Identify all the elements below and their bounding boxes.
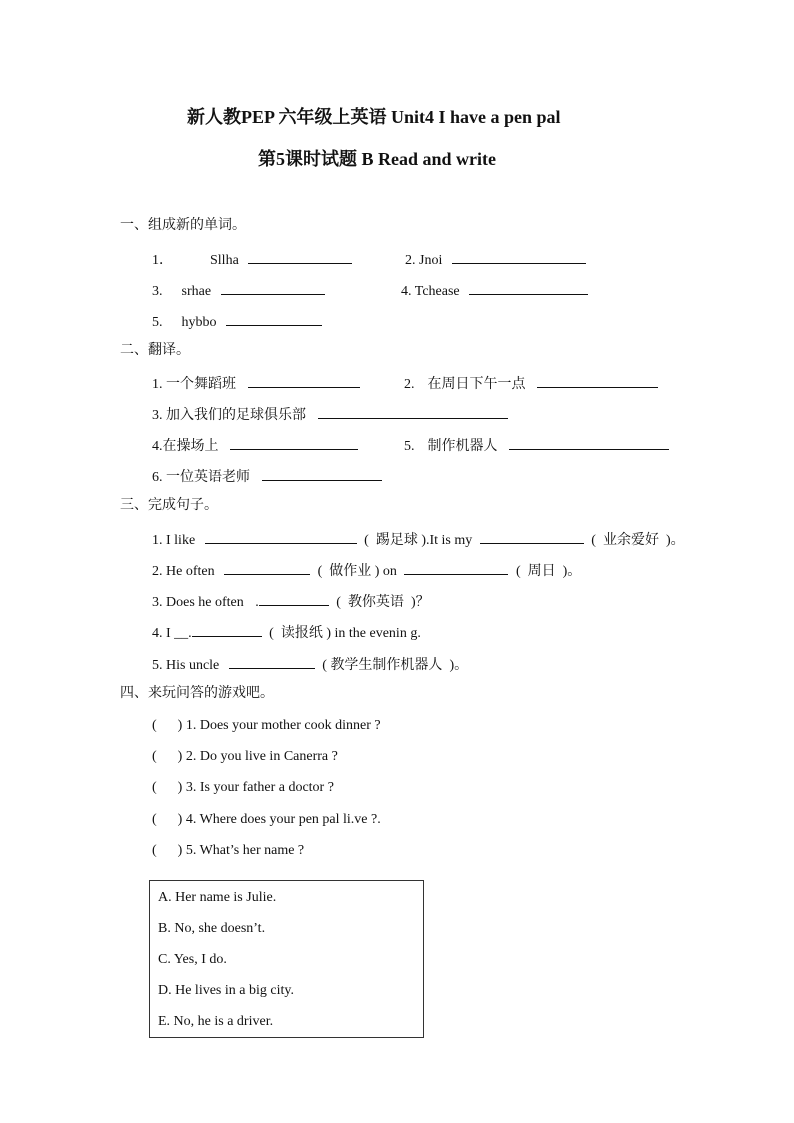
question-row-4: [152, 811, 381, 829]
answer-blank[interactable]: [318, 404, 508, 419]
phrase: 一个舞蹈班: [166, 377, 236, 392]
answer-paren[interactable]: ( ): [152, 843, 183, 858]
answer-blank[interactable]: [404, 560, 508, 575]
page-subtitle: 第5课时试题 B Read and write: [258, 149, 496, 169]
question-text: 1. Does your mother cook dinner ?: [185, 718, 381, 733]
answer-blank[interactable]: [230, 435, 358, 450]
section2-item-1: [152, 373, 360, 394]
item-number: 3.: [152, 284, 163, 299]
section1-item-4: [401, 280, 588, 301]
sentence-text: ) in the evenin g.: [326, 626, 421, 641]
sentence-4: 4. I __. ( 读报纸 ) in the evenin g.: [152, 622, 421, 643]
answer-blank[interactable]: [469, 280, 588, 295]
item-number: 5.: [152, 315, 163, 330]
question-row-1: [152, 717, 381, 735]
answer-blank[interactable]: [248, 373, 360, 388]
answer-blank[interactable]: [224, 560, 310, 575]
chinese-hint: 业余爱好: [602, 533, 659, 548]
scrambled-word: Jnoi: [419, 253, 443, 268]
answer-blank[interactable]: [259, 591, 329, 606]
phrase: 在操场上: [162, 439, 219, 454]
question-row-5: [152, 842, 304, 860]
section3-heading: 三、完成句子。: [120, 498, 218, 513]
sentence-text: ) on: [374, 564, 397, 579]
chinese-hint: 教学生制作机器人: [330, 658, 443, 673]
option-a: A. Her name is Julie.: [158, 890, 277, 905]
answer-paren[interactable]: ( ): [152, 812, 183, 827]
sentence-text: 1. I like: [152, 533, 196, 548]
chinese-hint: 周日: [527, 564, 556, 579]
answer-paren[interactable]: ( ): [152, 780, 183, 795]
scrambled-word: hybbo: [181, 315, 217, 330]
section1-heading: 一、组成新的单词。: [120, 218, 246, 233]
phrase: 在周日下午一点: [427, 377, 526, 392]
section2-item-3: [152, 404, 508, 425]
section2-heading: 二、翻译。: [120, 343, 190, 358]
phrase: 一位英语老师: [166, 470, 250, 485]
sentence-text: 2. He often: [152, 564, 215, 579]
chinese-hint: 教你英语: [347, 595, 404, 610]
section1-item-1: [152, 249, 352, 270]
item-number: 2.: [404, 377, 415, 392]
page-title: 新人教PEP 六年级上英语 Unit4 I have a pen pal: [187, 107, 561, 127]
item-number: 6.: [152, 470, 163, 485]
section1-item-5: [152, 311, 322, 332]
sentence-text: 3. Does he often: [152, 595, 244, 610]
answer-blank[interactable]: [229, 654, 315, 669]
answer-blank[interactable]: [537, 373, 658, 388]
section2-item-4: [152, 435, 358, 456]
answer-blank[interactable]: [226, 311, 322, 326]
answer-paren[interactable]: ( ): [152, 749, 183, 764]
sentence-1: 1. I like ( 踢足球 ).It is my ( 业余爱好 )。: [152, 529, 685, 550]
section2-item-5: [404, 435, 669, 456]
answer-blank[interactable]: [248, 249, 352, 264]
answer-options-box: [149, 880, 424, 1038]
section4-heading: 四、来玩问答的游戏吧。: [120, 686, 274, 701]
option-b: B. No, she doesn’t.: [158, 921, 266, 936]
sentence-3: 3. Does he often . ( 教你英语 )？: [152, 591, 430, 612]
question-text: 2. Do you live in Canerra ?: [185, 749, 338, 764]
sentence-text: 4. I __: [152, 626, 189, 641]
phrase: 加入我们的足球俱乐部: [166, 408, 306, 423]
answer-blank[interactable]: [192, 622, 262, 637]
phrase: 制作机器人: [427, 439, 498, 454]
option-e: E. No, he is a driver.: [158, 1014, 274, 1029]
question-text: 5. What’s her name ?: [185, 843, 305, 858]
chinese-hint: 踢足球: [375, 533, 418, 548]
question-text: 3. Is your father a doctor ?: [185, 780, 334, 795]
sentence-2: 2. He often ( 做作业 ) on ( 周日 )。: [152, 560, 581, 581]
answer-blank[interactable]: [452, 249, 586, 264]
question-row-2: [152, 748, 338, 766]
item-number: 4.: [152, 439, 163, 454]
sentence-text: 5. His uncle: [152, 658, 220, 673]
option-d: D. He lives in a big city.: [158, 983, 294, 998]
item-number: 4.: [401, 284, 412, 299]
answer-blank[interactable]: [221, 280, 325, 295]
section1-item-2: [405, 249, 586, 270]
item-number: 1.: [152, 377, 163, 392]
answer-blank[interactable]: [262, 466, 382, 481]
chinese-hint: 做作业: [329, 564, 372, 579]
scrambled-word: Tchease: [414, 284, 460, 299]
answer-blank[interactable]: [205, 529, 357, 544]
question-row-3: [152, 779, 334, 797]
sentence-text: ).It is my: [421, 533, 473, 548]
section1-item-3: [152, 280, 325, 301]
answer-blank[interactable]: [509, 435, 669, 450]
section2-item-2: [404, 373, 658, 394]
section2-item-6: [152, 466, 382, 487]
scrambled-word: Sllha: [210, 253, 239, 268]
item-number: 3.: [152, 408, 163, 423]
item-number: 1．: [152, 253, 173, 268]
item-number: 2.: [405, 253, 416, 268]
answer-blank[interactable]: [480, 529, 584, 544]
chinese-hint: 读报纸: [280, 626, 323, 641]
option-c: C. Yes, I do.: [158, 952, 227, 967]
question-text: 4. Where does your pen pal li.ve ?.: [185, 812, 381, 827]
scrambled-word: srhae: [181, 284, 212, 299]
sentence-5: 5. His uncle ( 教学生制作机器人 )。: [152, 654, 468, 675]
answer-paren[interactable]: ( ): [152, 718, 183, 733]
item-number: 5.: [404, 439, 415, 454]
